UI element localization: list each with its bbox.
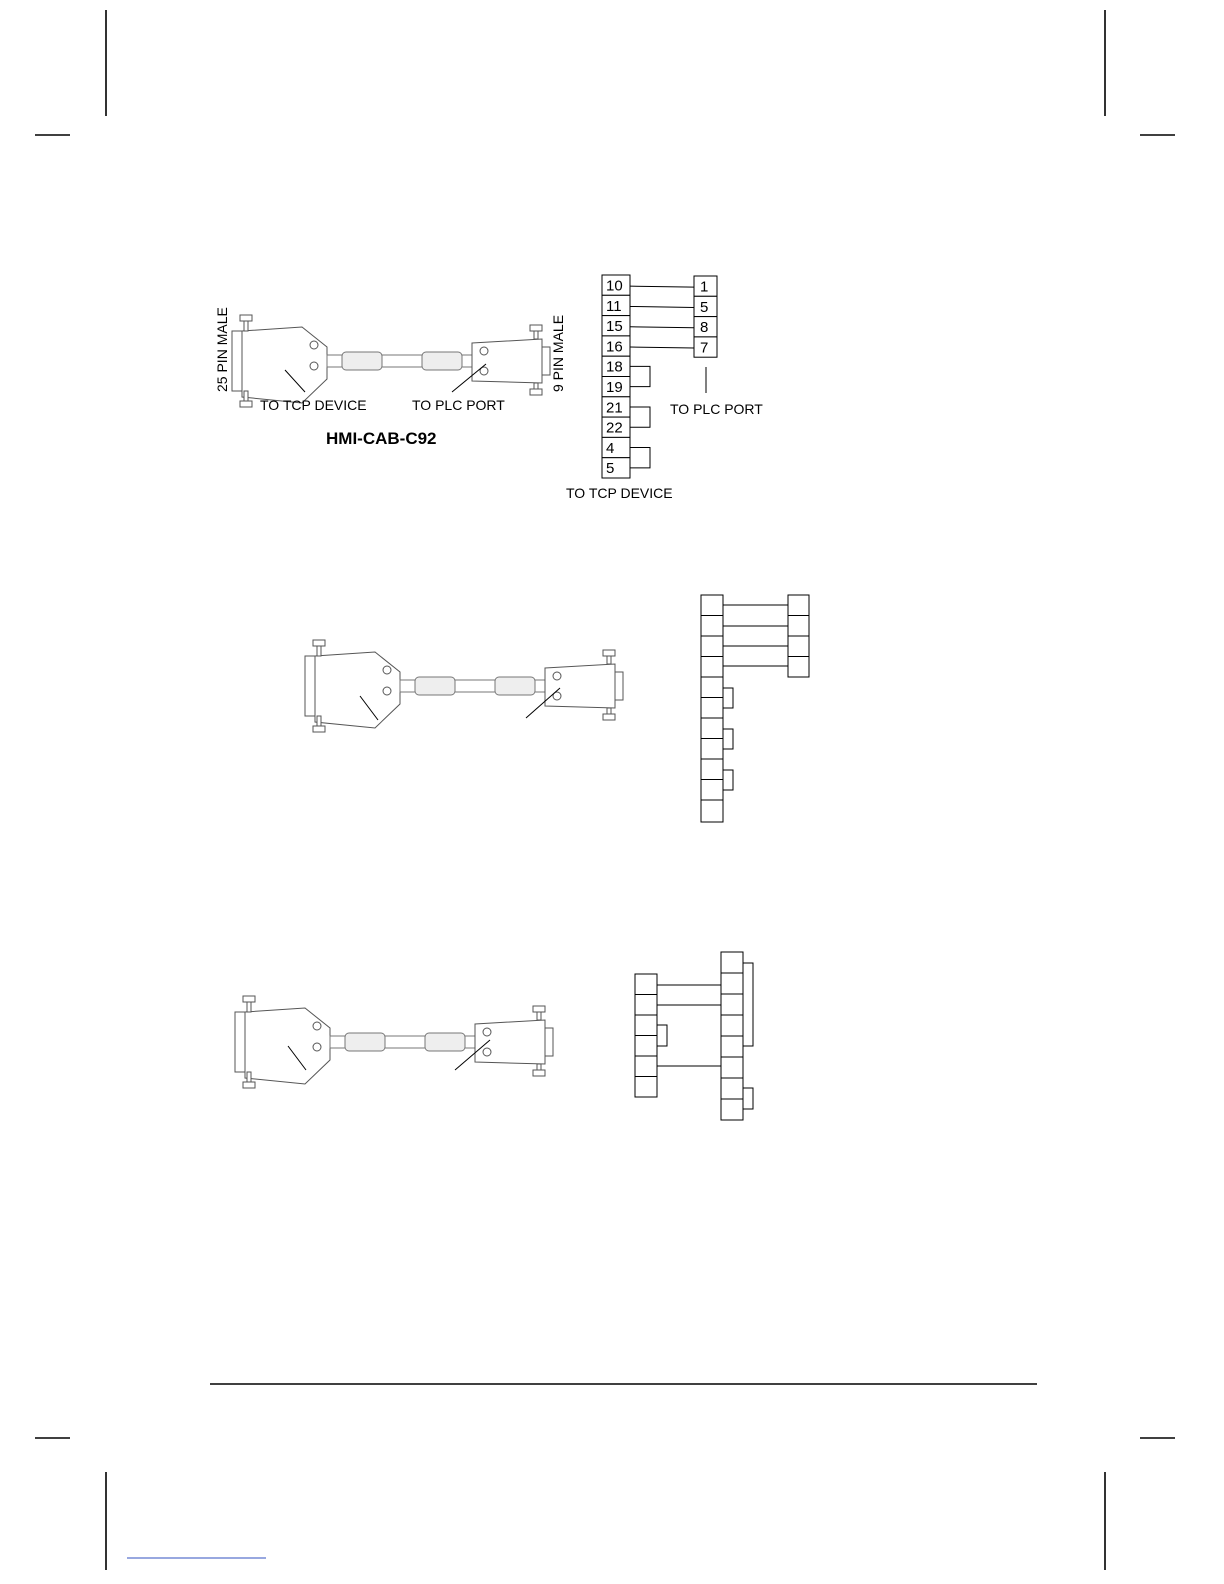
- pin-number-left: 22: [606, 419, 623, 437]
- pin-number-left: 21: [606, 399, 623, 417]
- pin-number-left: 19: [606, 379, 623, 396]
- pin-number-left: 15: [606, 318, 623, 336]
- pin-wire: [630, 347, 694, 348]
- pin-number-left: 11: [606, 297, 622, 315]
- pin-number-right: 5: [700, 298, 709, 316]
- pin-number-left: 18: [606, 358, 623, 376]
- pinout-caption-plc-port: TO PLC PORT: [670, 401, 763, 417]
- cable-drawing-top: [232, 315, 550, 407]
- label-to-tcp-device: TO TCP DEVICE: [260, 397, 367, 413]
- label-9-pin-male: 9 PIN MALE: [550, 314, 566, 392]
- pin-number-right: 8: [700, 319, 709, 337]
- pinout-diagram-middle: [701, 595, 809, 822]
- pin-wire: [630, 327, 694, 328]
- pin-number-left: 16: [606, 338, 623, 356]
- part-number-title: HMI-CAB-C92: [326, 429, 437, 448]
- pin-number-left: 10: [606, 277, 623, 295]
- pin-jumper: [630, 448, 650, 468]
- label-25-pin-male: 25 PIN MALE: [214, 307, 230, 392]
- pin-wire: [630, 286, 694, 287]
- label-to-plc-port: TO PLC PORT: [412, 397, 505, 413]
- pin-jumper: [630, 407, 650, 427]
- cable-drawing-middle: [305, 640, 623, 732]
- pin-number-right: 7: [700, 339, 709, 357]
- pin-jumper: [630, 366, 650, 386]
- pinout-caption-tcp-device: TO TCP DEVICE: [566, 485, 673, 501]
- pinout-diagram-top: [602, 275, 717, 478]
- cable-drawing-bottom: [235, 996, 553, 1088]
- pin-number-right: 1: [700, 278, 709, 296]
- pinout-diagram-bottom: [635, 952, 753, 1120]
- pin-wire: [630, 306, 694, 307]
- pin-number-left: 5: [606, 460, 615, 478]
- pin-number-left: 4: [606, 439, 615, 457]
- crop-marks: [35, 10, 1175, 1570]
